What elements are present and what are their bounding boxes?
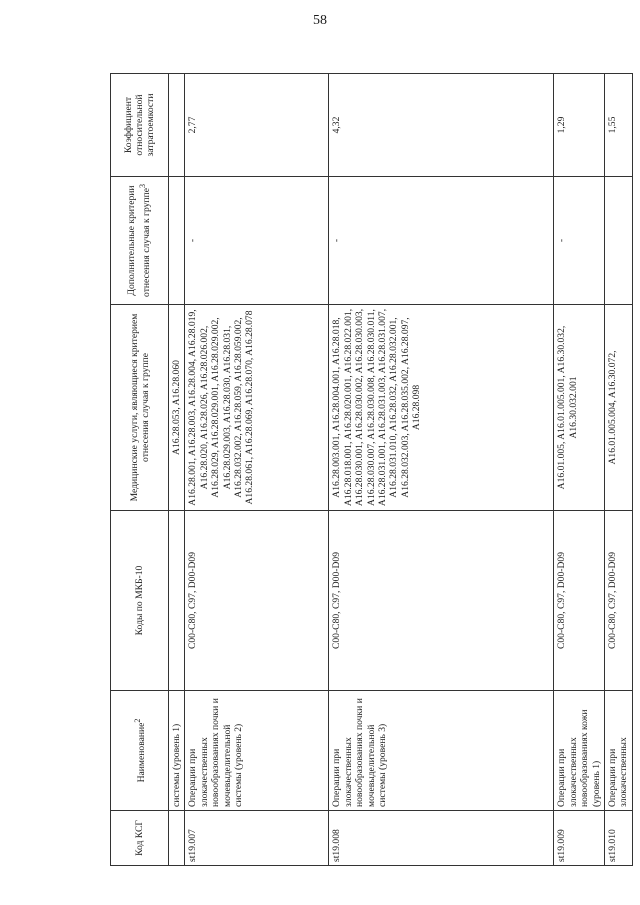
table-row <box>185 74 329 866</box>
cell-mkb: C00-C80, C97, D00-D09 <box>554 511 605 691</box>
table-row <box>605 74 633 866</box>
header-criteria: Дополнительные критерии отнесения случая к группе$^3$ <box>111 177 169 305</box>
cell-coef: 1,29 <box>554 74 605 177</box>
cell-mkb: C00-C80, C97, D00-D09 <box>329 511 554 691</box>
header-code: Код КСГ <box>111 811 169 866</box>
cell-coef: 2,77 <box>185 74 329 177</box>
header-name: Наименование$^2$ <box>111 691 169 811</box>
cell-criteria <box>169 177 185 305</box>
cell-name: Операции при злокачественных новообразованиях почки и мочевыделительной системы (уровень 3) <box>329 691 554 811</box>
cell-code <box>169 811 185 866</box>
table-header-row <box>111 74 169 866</box>
cell-criteria: - <box>185 177 329 305</box>
cell-coef: 1,55 <box>605 74 633 177</box>
header-name-footnote: 2 <box>132 718 142 723</box>
cell-services: A16.28.001, A16.28.003, A16.28.004, A16.28.019, A16.28.020, A16.28.026, A16.28.026.002, A16.28.029, A16.28.029.001, A16.28.029.002, A16.28.029.003, A16.28.030, A16.28.031, A16.28.032.002, A16.28.059, A16.28.059.002, A16.28.061, A16.28.069, A16.28.070, A16.28.078 <box>185 305 329 511</box>
cell-criteria <box>605 177 633 305</box>
cell-code: st19.008 <box>329 811 554 866</box>
cell-coef: 4,32 <box>329 74 554 177</box>
cell-services: A16.28.003.001, A16.28.004.001, A16.28.018, A16.28.018.001, A16.28.020.001, A16.28.022.001, A16.28.030.001, A16.28.030.002, A16.28.030.003, A16.28.030.007, A16.28.030.008, A16.28.030.011, A16.28.031.001, A16.28.031.003, A16.28.031.007, A16.28.031.010, A16.28.032, A16.28.032.001, A16.28.032.003, A16.28.035.002, A16.28.097, A16.28.098 <box>329 305 554 511</box>
cell-mkb: C00-C80, C97, D00-D09 <box>605 511 633 691</box>
table-row <box>554 74 605 866</box>
rotated-table-container <box>110 74 630 866</box>
header-mkb: Коды по МКБ-10 <box>111 511 169 691</box>
cell-name: Операции при злокачественных новообразованиях кожи (уровень 1) <box>554 691 605 811</box>
cell-criteria: - <box>329 177 554 305</box>
cell-code: st19.009 <box>554 811 605 866</box>
cell-name: Операции при злокачественных новообразованиях почки и мочевыделительной системы (уровень 2) <box>185 691 329 811</box>
table-row <box>329 74 554 866</box>
cell-name: Операции при злокачественных <box>605 691 633 811</box>
cell-coef <box>169 74 185 177</box>
cell-code: st19.007 <box>185 811 329 866</box>
cell-services: A16.01.005, A16.01.005.001, A16.30.032, A16.30.032.001 <box>554 305 605 511</box>
cell-services: A16.01.005.004, A16.30.072, <box>605 305 633 511</box>
cell-services: A16.28.053, A16.28.060 <box>169 305 185 511</box>
table-row-continuation <box>169 74 185 866</box>
cell-name: системы (уровень 1) <box>169 691 185 811</box>
ksg-table <box>110 73 633 866</box>
header-criteria-footnote: 3 <box>138 184 148 189</box>
header-coef: Коэффициент относительной затратоемкости <box>111 74 169 177</box>
cell-criteria: - <box>554 177 605 305</box>
page-number: 58 <box>313 13 327 28</box>
header-services: Медицинские услуги, являющиеся критерием отнесения случая к группе <box>111 305 169 511</box>
cell-mkb: C00-C80, C97, D00-D09 <box>185 511 329 691</box>
cell-code: st19.010 <box>605 811 633 866</box>
cell-mkb <box>169 511 185 691</box>
